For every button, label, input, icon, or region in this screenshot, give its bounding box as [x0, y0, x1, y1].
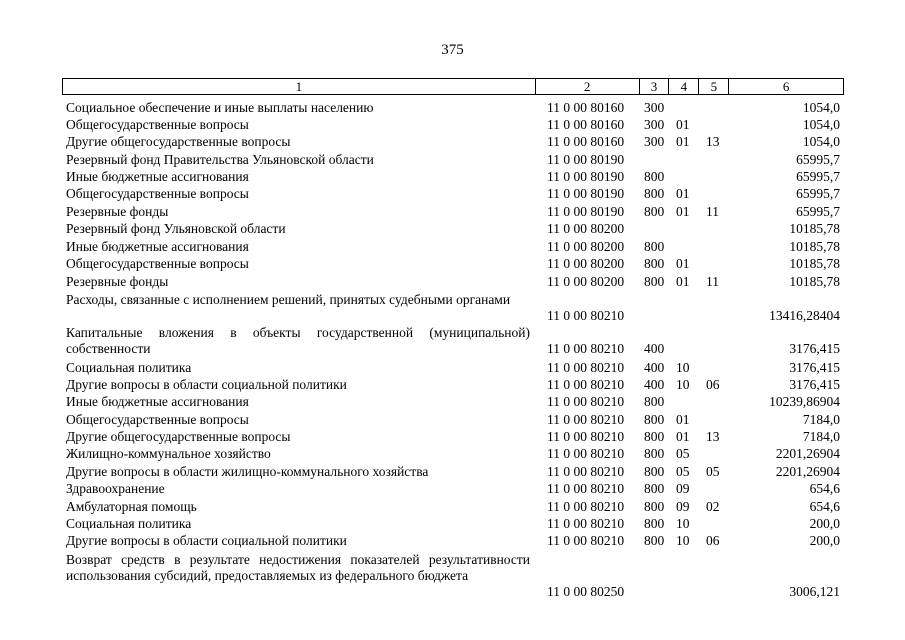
row-name: Капитальные вложения в объекты государственной (муниципальной) собственности	[66, 325, 530, 356]
table-row	[66, 152, 846, 168]
table-row	[66, 134, 846, 150]
row-rz: 10	[676, 360, 690, 375]
row-sum: 1054,0	[802, 117, 840, 132]
row-sum: 2201,26904	[775, 446, 840, 461]
row-code: 11 0 00 80210	[547, 412, 625, 427]
row-code: 11 0 00 80210	[547, 377, 625, 392]
row-rz: 01	[676, 186, 690, 201]
row-name: Общегосударственные вопросы	[66, 256, 249, 271]
row-code: 11 0 00 80190	[547, 204, 625, 219]
row-rz: 05	[676, 464, 690, 479]
row-rz: 09	[676, 499, 690, 514]
row-name: Иные бюджетные ассигнования	[66, 239, 249, 254]
header-col-4: 4	[669, 79, 699, 94]
page-number: 375	[441, 42, 464, 58]
row-sum: 3176,415	[789, 360, 840, 375]
row-pr: 13	[706, 134, 720, 149]
table-row	[66, 533, 846, 549]
row-vr: 800	[644, 533, 665, 548]
row-name: Здравоохранение	[66, 481, 165, 496]
row-sum: 7184,0	[802, 412, 840, 427]
row-name: Другие вопросы в области жилищно-коммунального хозяйства	[66, 464, 429, 479]
row-name: Социальная политика	[66, 360, 192, 375]
header-col-5: 5	[699, 79, 729, 94]
row-code: 11 0 00 80250	[547, 584, 625, 599]
row-code: 11 0 00 80210	[547, 308, 625, 323]
row-name: Другие вопросы в области социальной политики	[66, 533, 347, 548]
row-rz: 01	[676, 134, 690, 149]
table-header	[62, 78, 844, 95]
row-vr: 800	[644, 239, 665, 254]
row-vr: 400	[644, 341, 665, 356]
row-vr: 300	[644, 100, 665, 115]
row-pr: 05	[706, 464, 720, 479]
row-pr: 13	[706, 429, 720, 444]
row-pr: 06	[706, 377, 720, 392]
row-rz: 01	[676, 412, 690, 427]
row-code: 11 0 00 80210	[547, 341, 625, 356]
row-rz: 01	[676, 274, 690, 289]
row-code: 11 0 00 80200	[547, 256, 625, 271]
row-rz: 05	[676, 446, 690, 461]
row-name: Другие общегосударственные вопросы	[66, 134, 291, 149]
row-code: 11 0 00 80210	[547, 394, 625, 409]
row-name: Расходы, связанные с исполнением решений, принятых судебными органами	[66, 292, 511, 307]
header-col-6: 6	[782, 79, 790, 94]
table-row	[66, 256, 846, 272]
row-sum: 7184,0	[802, 429, 840, 444]
row-vr: 800	[644, 464, 665, 479]
row-code: 11 0 00 80160	[547, 134, 625, 149]
table-row	[66, 360, 846, 376]
row-sum: 2201,26904	[775, 464, 840, 479]
row-code: 11 0 00 80190	[547, 186, 625, 201]
table-row	[66, 499, 846, 515]
row-code: 11 0 00 80160	[547, 100, 625, 115]
row-code: 11 0 00 80190	[547, 169, 625, 184]
table-row	[66, 169, 846, 185]
row-rz: 01	[676, 204, 690, 219]
row-code: 11 0 00 80210	[547, 429, 625, 444]
row-sum: 3176,415	[789, 341, 840, 356]
table-row	[66, 464, 846, 480]
header-col-3: 3	[640, 79, 670, 94]
row-sum: 13416,28404	[769, 308, 840, 323]
row-vr: 800	[644, 446, 665, 461]
row-vr: 300	[644, 134, 665, 149]
row-vr: 400	[644, 377, 665, 392]
row-code: 11 0 00 80200	[547, 221, 625, 236]
row-sum: 1054,0	[802, 134, 840, 149]
table-row	[66, 239, 846, 255]
row-sum: 10239,86904	[769, 394, 840, 409]
row-name: Амбулаторная помощь	[66, 499, 197, 514]
row-sum: 65995,7	[796, 186, 840, 201]
row-code: 11 0 00 80210	[547, 360, 625, 375]
table-row	[66, 100, 846, 116]
row-vr: 800	[644, 169, 665, 184]
row-sum: 3176,415	[789, 377, 840, 392]
row-name: Общегосударственные вопросы	[66, 117, 249, 132]
row-sum: 3006,121	[789, 584, 840, 599]
table-row	[66, 186, 846, 202]
header-col-1: 1	[63, 79, 536, 94]
row-code: 11 0 00 80160	[547, 117, 625, 132]
row-name: Общегосударственные вопросы	[66, 412, 249, 427]
table-row	[66, 481, 846, 497]
row-pr: 11	[706, 274, 719, 289]
row-name: Иные бюджетные ассигнования	[66, 169, 249, 184]
row-name: Социальное обеспечение и иные выплаты населению	[66, 100, 374, 115]
row-sum: 1054,0	[802, 100, 840, 115]
row-name: Резервные фонды	[66, 204, 169, 219]
row-vr: 800	[644, 394, 665, 409]
row-vr: 300	[644, 117, 665, 132]
row-sum: 654,6	[809, 481, 840, 496]
row-rz: 10	[676, 377, 690, 392]
row-sum: 10185,78	[789, 256, 840, 271]
row-name: Другие общегосударственные вопросы	[66, 429, 291, 444]
row-code: 11 0 00 80210	[547, 481, 625, 496]
row-name: Резервные фонды	[66, 274, 169, 289]
row-rz: 01	[676, 117, 690, 132]
row-name: Возврат средств в результате недостижения показателей результативности использования субсидий, предоставляемых из федерального бюджета	[66, 552, 530, 583]
row-code: 11 0 00 80210	[547, 499, 625, 514]
row-vr: 800	[644, 412, 665, 427]
table-row	[66, 446, 846, 462]
row-vr: 800	[644, 429, 665, 444]
row-rz: 01	[676, 256, 690, 271]
row-sum: 654,6	[809, 499, 840, 514]
table-row	[66, 394, 846, 410]
row-code: 11 0 00 80210	[547, 533, 625, 548]
table-row	[66, 412, 846, 428]
table-row	[66, 221, 846, 237]
row-vr: 400	[644, 360, 665, 375]
row-pr: 06	[706, 533, 720, 548]
row-code: 11 0 00 80210	[547, 516, 625, 531]
row-code: 11 0 00 80200	[547, 239, 625, 254]
row-code: 11 0 00 80210	[547, 446, 625, 461]
row-rz: 09	[676, 481, 690, 496]
row-sum: 200,0	[809, 516, 840, 531]
row-sum: 65995,7	[796, 169, 840, 184]
table-row	[66, 429, 846, 445]
table-row	[66, 117, 846, 133]
table-row	[66, 552, 846, 600]
row-name: Иные бюджетные ассигнования	[66, 394, 249, 409]
row-pr: 11	[706, 204, 719, 219]
row-sum: 10185,78	[789, 274, 840, 289]
row-sum: 65995,7	[796, 152, 840, 167]
row-code: 11 0 00 80210	[547, 464, 625, 479]
row-name: Жилищно-коммунальное хозяйство	[66, 446, 271, 461]
table-row	[66, 325, 846, 357]
row-vr: 800	[644, 204, 665, 219]
row-vr: 800	[644, 274, 665, 289]
row-code: 11 0 00 80190	[547, 152, 625, 167]
header-col-2: 2	[536, 79, 640, 94]
row-sum: 10185,78	[789, 221, 840, 236]
row-pr: 02	[706, 499, 720, 514]
row-name: Общегосударственные вопросы	[66, 186, 249, 201]
row-vr: 800	[644, 256, 665, 271]
row-vr: 800	[644, 516, 665, 531]
row-vr: 800	[644, 499, 665, 514]
row-name: Резервный фонд Ульяновской области	[66, 221, 286, 236]
row-vr: 800	[644, 481, 665, 496]
row-vr: 800	[644, 186, 665, 201]
row-name: Социальная политика	[66, 516, 192, 531]
table-row	[66, 377, 846, 393]
row-rz: 10	[676, 533, 690, 548]
table-row	[66, 292, 846, 324]
row-name: Другие вопросы в области социальной политики	[66, 377, 347, 392]
row-name: Резервный фонд Правительства Ульяновской области	[66, 152, 374, 167]
row-sum: 65995,7	[796, 204, 840, 219]
row-rz: 01	[676, 429, 690, 444]
row-sum: 200,0	[809, 533, 840, 548]
table-row	[66, 204, 846, 220]
row-rz: 10	[676, 516, 690, 531]
row-code: 11 0 00 80200	[547, 274, 625, 289]
table-row	[66, 516, 846, 532]
row-sum: 10185,78	[789, 239, 840, 254]
table-row	[66, 274, 846, 290]
